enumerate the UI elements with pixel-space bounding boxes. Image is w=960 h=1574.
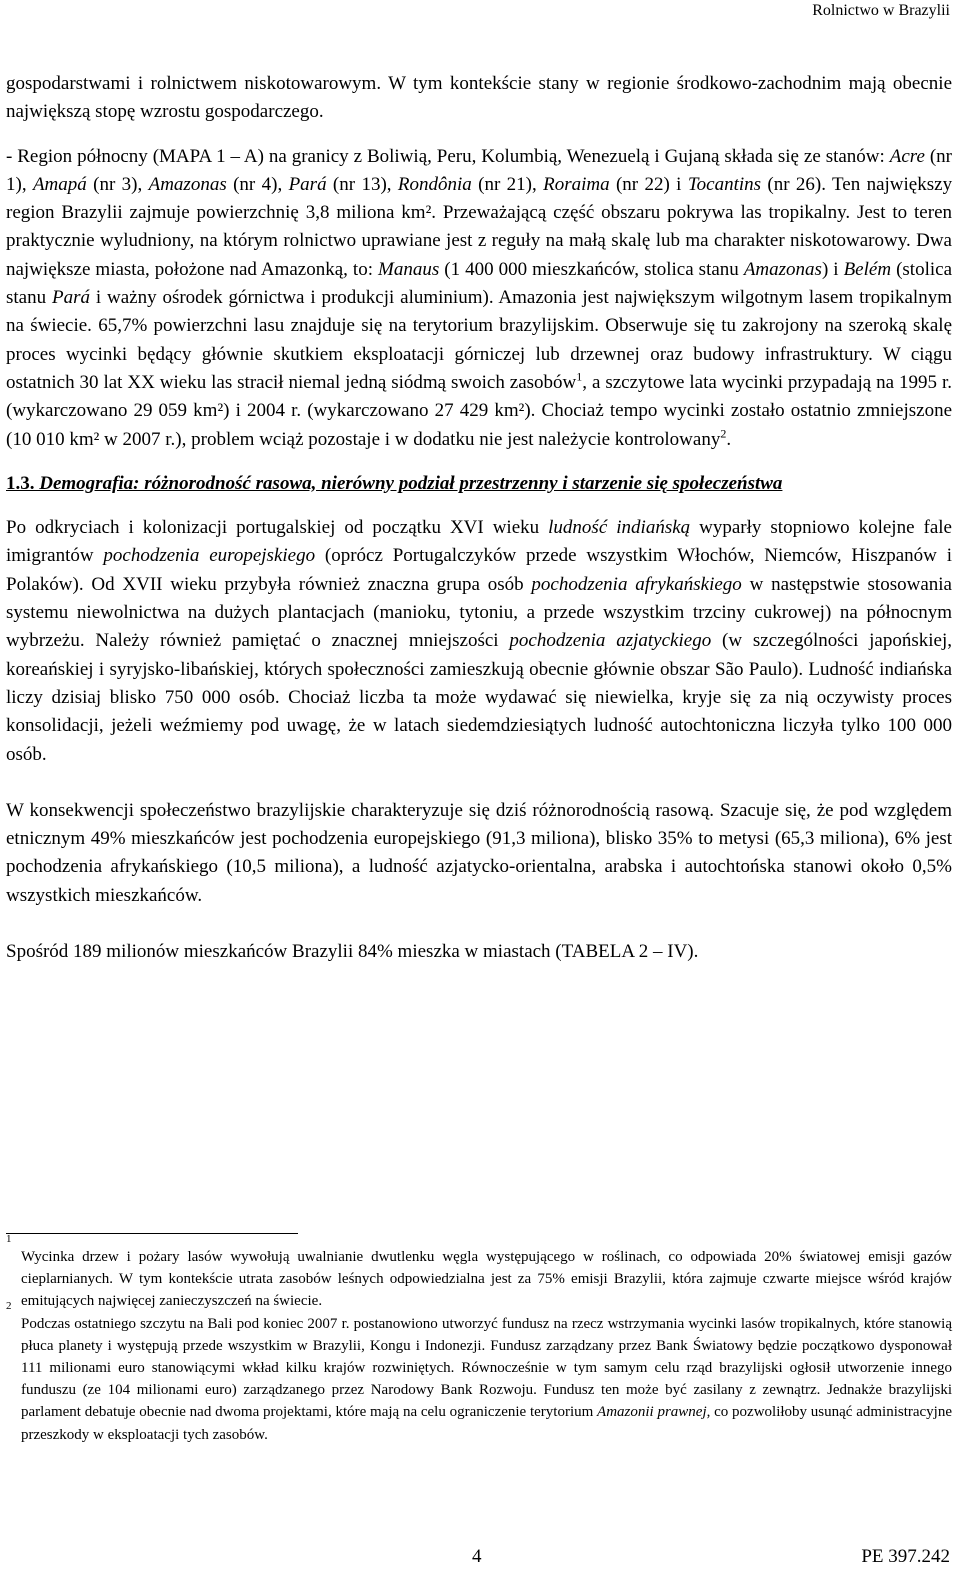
page-number: 4: [472, 1546, 482, 1567]
paragraph-demography: Po odkryciach i kolonizacji portugalskiej od początku XVI wieku ludność indiańską wyparły stopniowo kolejne fale imigrantów pochodzenia europejskiego (oprócz Portugalczyków przede wszystkim Włochów, Niemców, Hiszpanów i Polaków). Od XVII wieku przybyła również znaczna grupa osób pochodzenia afrykańskiego w następstwie stosowania systemu niewolnictwa na dużych plantacjach (manioku, tytoniu, a przede wszystkim trzciny cukrowej) na północnym wybrzeżu. Należy również pamiętać o znacznej mniejszości pochodzenia azjatyckiego (w szczególności japońskiej, koreańskiej i syryjsko-libańskiej, których społeczności zamieszkują obecnie głównie obszar São Paulo). Ludność indiańska liczy dzisiaj blisko 750 000 osób. Chociaż liczba ta może wydawać się niewielka, kryje się za nią oczywisty proces konsolidacji, jeżeli weźmiemy pod uwagę, że w latach siedemdziesiątych ludność autochtoniczna liczyła tylko 100 000 osób.: [6, 517, 952, 765]
paragraph-diversity: W konsekwencji społeczeństwo brazylijskie charakteryzuje się dziś różnorodnością rasową. Szacuje się, że pod względem etnicznym 49% mieszkańców jest pochodzenia europejskiego (91,3 miliona), blisko 35% to metysi (65,3 miliona), 6% jest pochodzenia afrykańskiego (10,5 miliona), a ludność azjatycko-orientalna, arabska i autochtońska stanowi około 0,5% wszystkich mieszkańców.: [6, 799, 952, 906]
footnote-2: 2 Podczas ostatniego szczytu na Bali pod koniec 2007 r. postanowiono utworzyć fundusz na rzecz wstrzymania wycinki lasów tropikalnych, które stanowią płuca planety i występują przede wszystkim w Brazylii, Kongu i Indonezji. Fundusz zarządzany przez Bank Światowy będzie początkowo dysponował 111 milionami euro stanowiącymi wkład kilku krajów rozwiniętych. Równocześnie w tym samym celu rząd brazylijski ogłosił utworzenie innego funduszu (ze 104 milionami euro) zarządzanego przez Narodowy Bank Rozwoju. Fundusz ten może być zasilany z zewnątrz. Jednakże brazylijski parlament debatuje obecnie nad dwoma projektami, które mają na celu ograniczenie terytorium Amazonii prawnej, co pozwoliłoby usunąć administracyjne przeszkody w eksploatacji tych zasobów.: [6, 1299, 953, 1443]
footnote-separator: [6, 1233, 298, 1234]
main-content: [6, 70, 952, 966]
footnote-ref-2[interactable]: 2: [720, 426, 727, 441]
paragraph-intro: gospodarstwami i rolnictwem niskotowarowym. W tym kontekście stany w regionie środkowo-zachodnim mają obecnie największą stopę wzrostu gospodarczego.: [6, 73, 952, 123]
footnote-ref-1[interactable]: 1: [576, 369, 583, 384]
footnotes: [6, 1233, 953, 1446]
footnote-1: 1 Wycinka drzew i pożary lasów wywołują uwalnianie dwutlenku węgla występującego w roślinach, co odpowiada 20% światowej emisji gazów cieplarnianych. W tym kontekście utrata zasobów leśnych odpowiedzialna jest za 75% emisji Brazylii, która zajmuje czwarte miejsce wśród krajów emitujących najwięcej zanieczyszczeń na świecie.: [6, 1233, 952, 1310]
document-reference: PE 397.242: [861, 1546, 950, 1567]
section-heading: 1.3. Demografia: różnorodność rasowa, nierówny podział przestrzenny i starzenie się społeczeństwa: [6, 472, 783, 494]
paragraph-urban: Spośród 189 milionów mieszkańców Brazylii 84% mieszka w miastach (TABELA 2 – IV).: [6, 941, 699, 963]
running-header: Rolnictwo w Brazylii: [812, 2, 950, 19]
paragraph-north-region: - Region północny (MAPA 1 – A) na granicy z Boliwią, Peru, Kolumbią, Wenezuelą i Gujaną składa się ze stanów: Acre (nr 1), Amapá (nr 3), Amazonas (nr 4), Pará (nr 13), Rondônia (nr 21), Roraima (nr 22) i Tocantins (nr 26). Ten największy region Brazylii zajmuje powierzchnię 3,8 miliona km². Przeważającą część obszaru pokrywa las tropikalny. Jest to teren praktycznie wyludniony, na którym rolnictwo uprawiane jest z reguły na małą skalę lub ma charakter niskotowarowy. Dwa największe miasta, położone nad Amazonką, to: Manaus (1 400 000 mieszkańców, stolica stanu Amazonas) i Belém (stolica stanu Pará i ważny ośrodek górnictwa i produkcji aluminium). Amazonia jest największym wilgotnym lasem tropikalnym na świecie. 65,7% powierzchni lasu znajduje się na terytorium brazylijskim. Obserwuje się tu zakrojony na szeroką skalę proces wycinki będący głównie skutkiem eksploatacji górniczej lub drzewnej oraz budowy infrastruktury. W ciągu ostatnich 30 lat XX wieku las stracił niemal jedną siódmą swoich zasobów$^1$, a szczytowe lata wycinki przypadają na 1995 r. (wykarczowano 29 059 km²) i 2004 r. (wykarczowano 27 429 km²). Chociaż tempo wycinki zostało ostatnio zmniejszone (10 010 km² w 2007 r.), problem wciąż pozostaje i w dodatku nie jest należycie kontrolowany$^2$.: [6, 145, 953, 450]
